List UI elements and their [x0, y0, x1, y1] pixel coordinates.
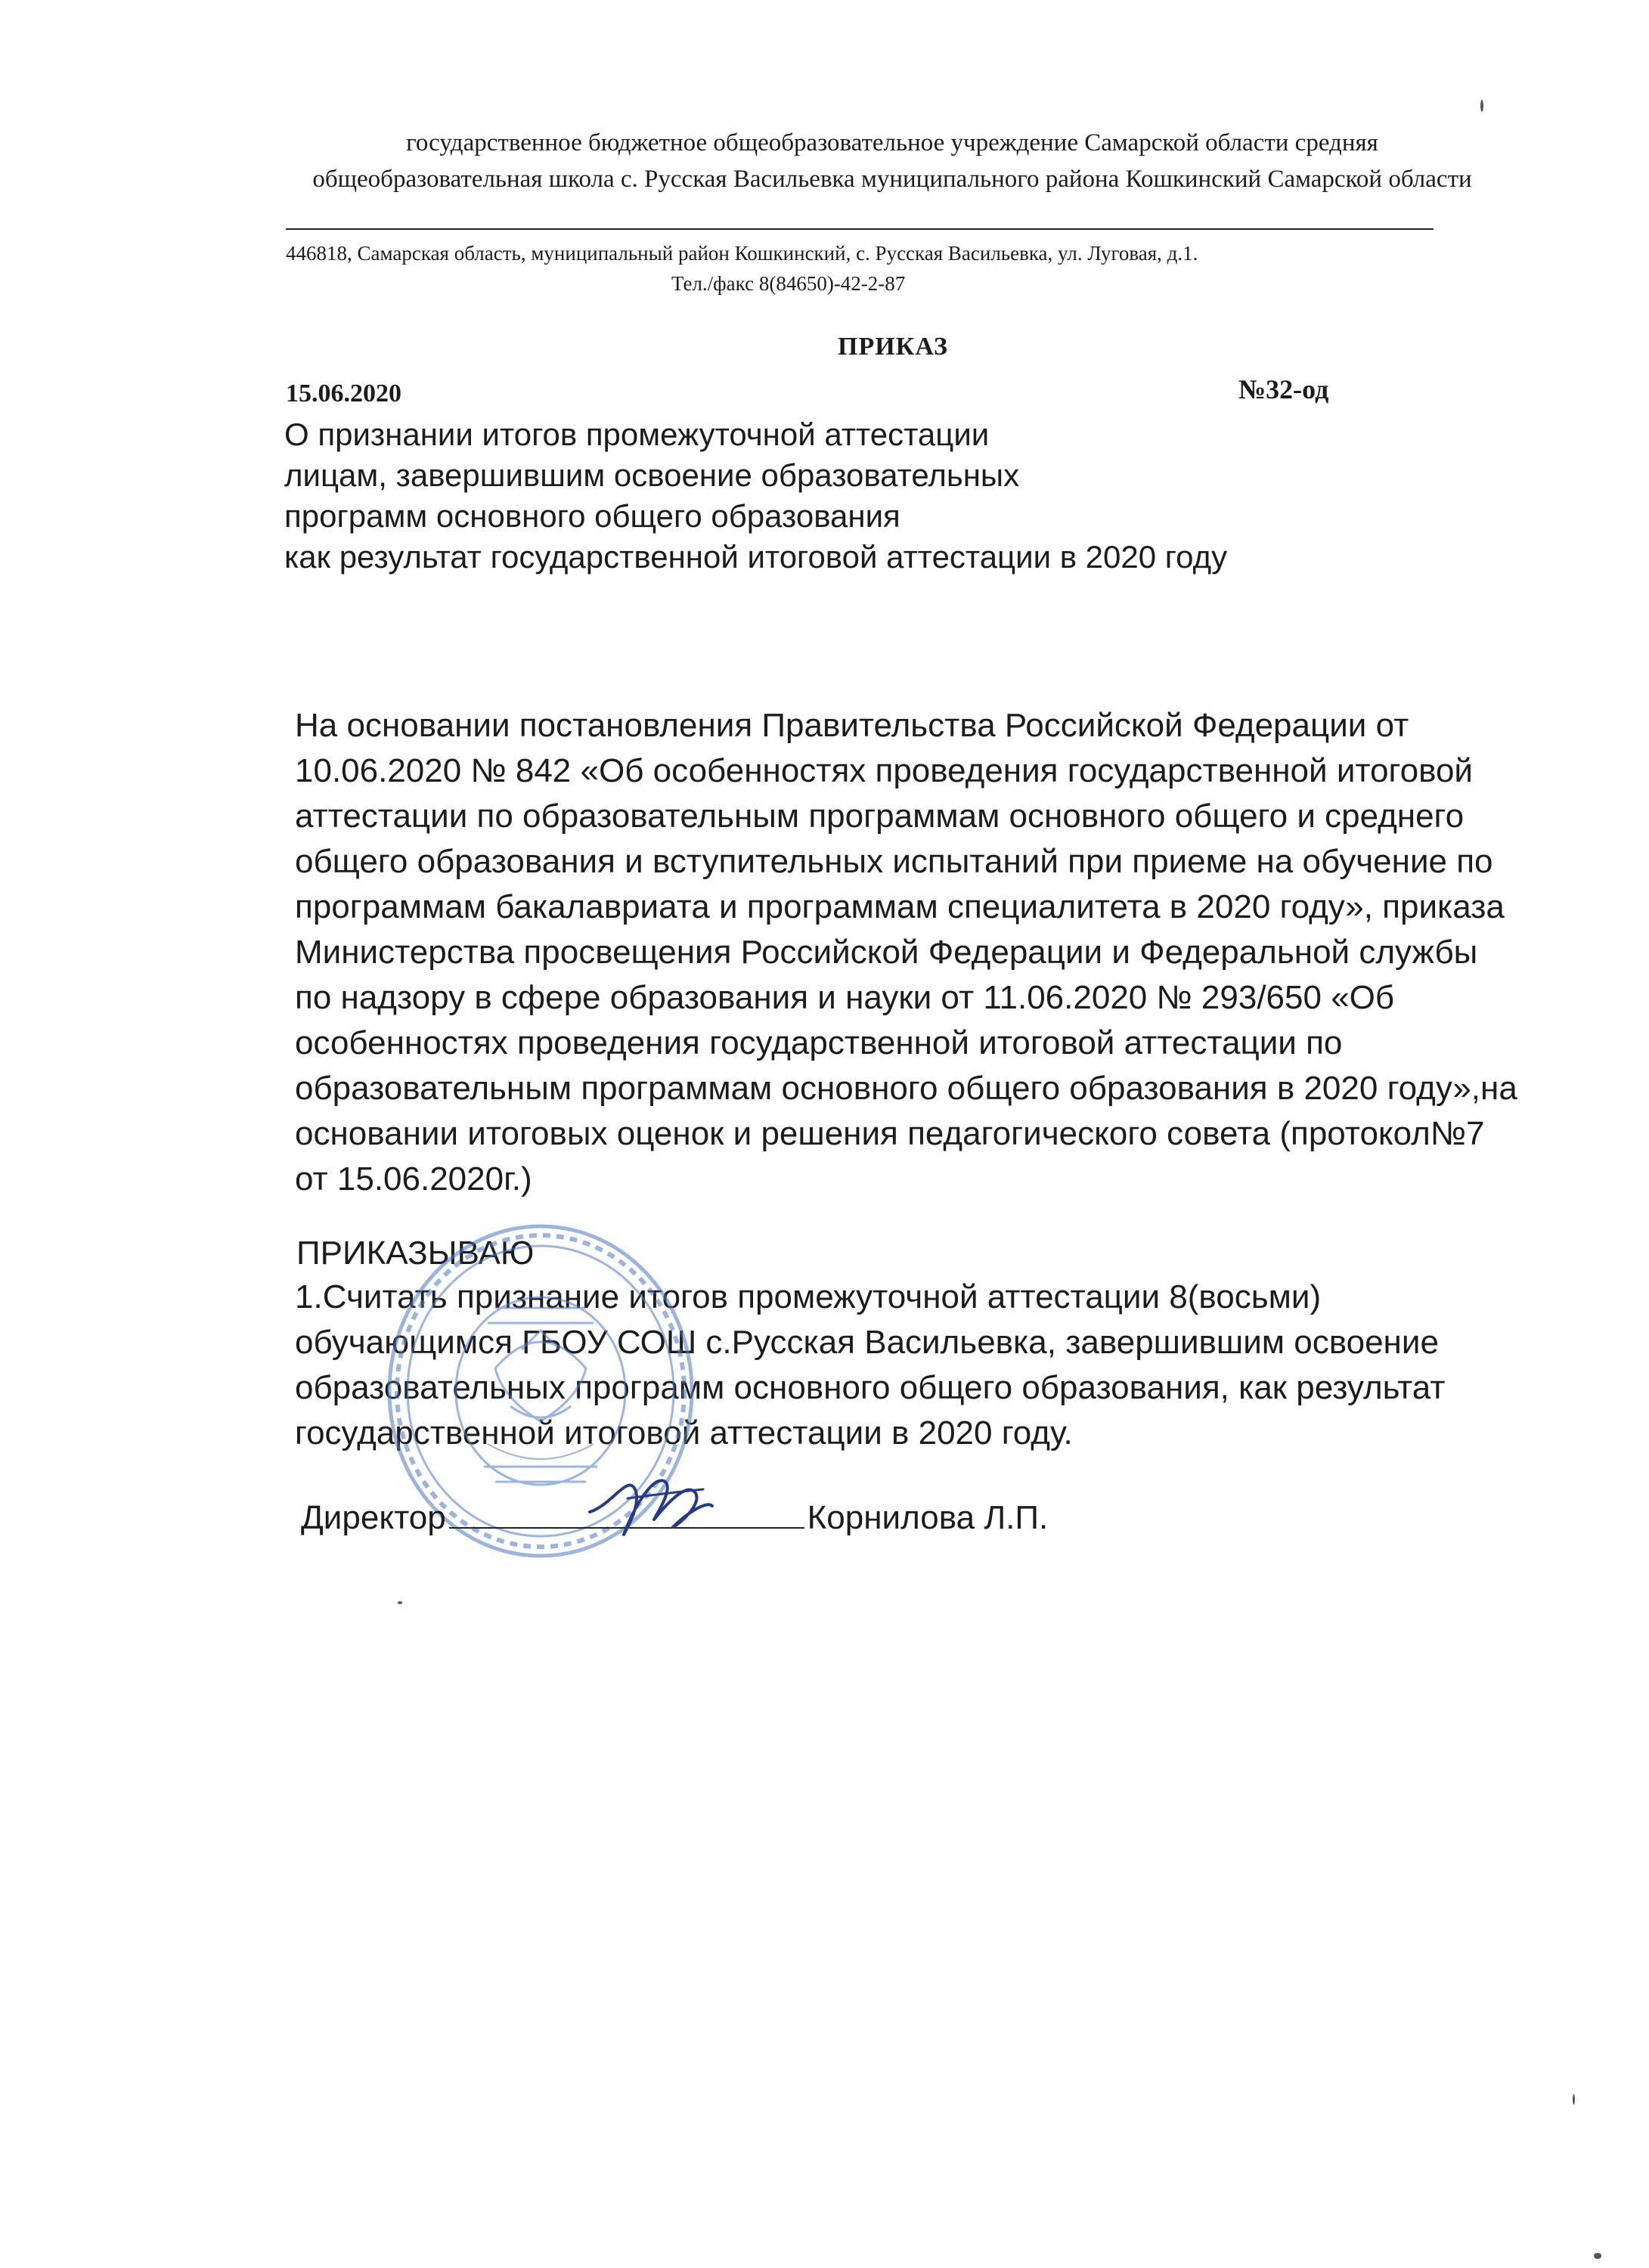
signature-block: [301, 1495, 1208, 1541]
scan-speck: [1594, 2253, 1601, 2259]
signature-line: [449, 1497, 804, 1529]
document-date: 15.06.2020: [286, 380, 401, 407]
basis-line: На основании постановления Правительства Российской Федерации от: [295, 707, 1409, 744]
scan-speck: [398, 1601, 402, 1604]
header-divider: [286, 228, 1434, 230]
order-subject: [284, 414, 1418, 578]
basis-line: программам бакалавриата и программам специалитета в 2020 году», приказа: [295, 888, 1505, 925]
basis-line: аттестации по образовательным программам основного общего и среднего: [295, 798, 1465, 835]
organization-contacts: [286, 238, 1434, 299]
decree-line: обучающимся ГБОУ СОШ с.Русская Васильевка, завершившим освоение: [295, 1324, 1439, 1361]
decree-line: образовательных программ основного общего образования, как результат: [295, 1369, 1446, 1406]
scan-speck: [1573, 2094, 1575, 2105]
decree-item-1: [295, 1275, 1565, 1456]
subject-line: лицам, завершившим освоение образовательных: [284, 457, 1020, 493]
basis-line: особенностях проведения государственной итоговой аттестации по: [295, 1024, 1343, 1061]
subject-line: как результат государственной итоговой аттестации в 2020 году: [284, 539, 1228, 575]
basis-line: 10.06.2020 № 842 «Об особенностях проведения государственной итоговой: [295, 752, 1474, 789]
organization-name-line-1: государственное бюджетное общеобразовательное учреждение Самарской области средняя: [406, 129, 1378, 156]
legal-basis-paragraph: [295, 703, 1565, 1202]
decree-line: государственной итоговой аттестации в 2020 году.: [295, 1414, 1073, 1452]
basis-line: образовательным программам основного общего образования в 2020 году»,на: [295, 1070, 1517, 1107]
subject-line: программ основного общего образования: [284, 498, 900, 534]
organization-name-line-2: общеобразовательная школа с. Русская Васильевка муниципального района Кошкинский Самарской области: [312, 166, 1472, 193]
basis-line: общего образования и вступительных испытаний при приеме на обучение по: [295, 843, 1493, 880]
document-number: №32-од: [1238, 374, 1329, 404]
signatory-position: Директор: [301, 1499, 446, 1536]
organization-name: [227, 125, 1558, 197]
basis-line: по надзору в сфере образования и науки от 11.06.2020 № 293/650 «Об: [295, 979, 1395, 1016]
basis-line: основании итоговых оценок и решения педагогического совета (протокол№7: [295, 1115, 1485, 1152]
decree-heading: ПРИКАЗЫВАЮ: [296, 1235, 535, 1272]
document-title: ПРИКАЗ: [838, 333, 948, 361]
subject-line: О признании итогов промежуточной аттестации: [284, 417, 990, 452]
basis-line: Министерства просвещения Российской Федерации и Федеральной службы: [295, 934, 1478, 971]
signatory-name: Корнилова Л.П.: [807, 1499, 1049, 1536]
organization-phone: Тел./факс 8(84650)-42-2-87: [671, 272, 906, 295]
decree-line: 1.Считать признание итогов промежуточной аттестации 8(восьми): [295, 1278, 1322, 1315]
scan-speck: [1480, 100, 1483, 112]
basis-line: от 15.06.2020г.): [295, 1160, 532, 1198]
organization-address: 446818, Самарская область, муниципальный район Кошкинский, с. Русская Васильевка, ул. Луговая, д.1.: [286, 242, 1198, 265]
